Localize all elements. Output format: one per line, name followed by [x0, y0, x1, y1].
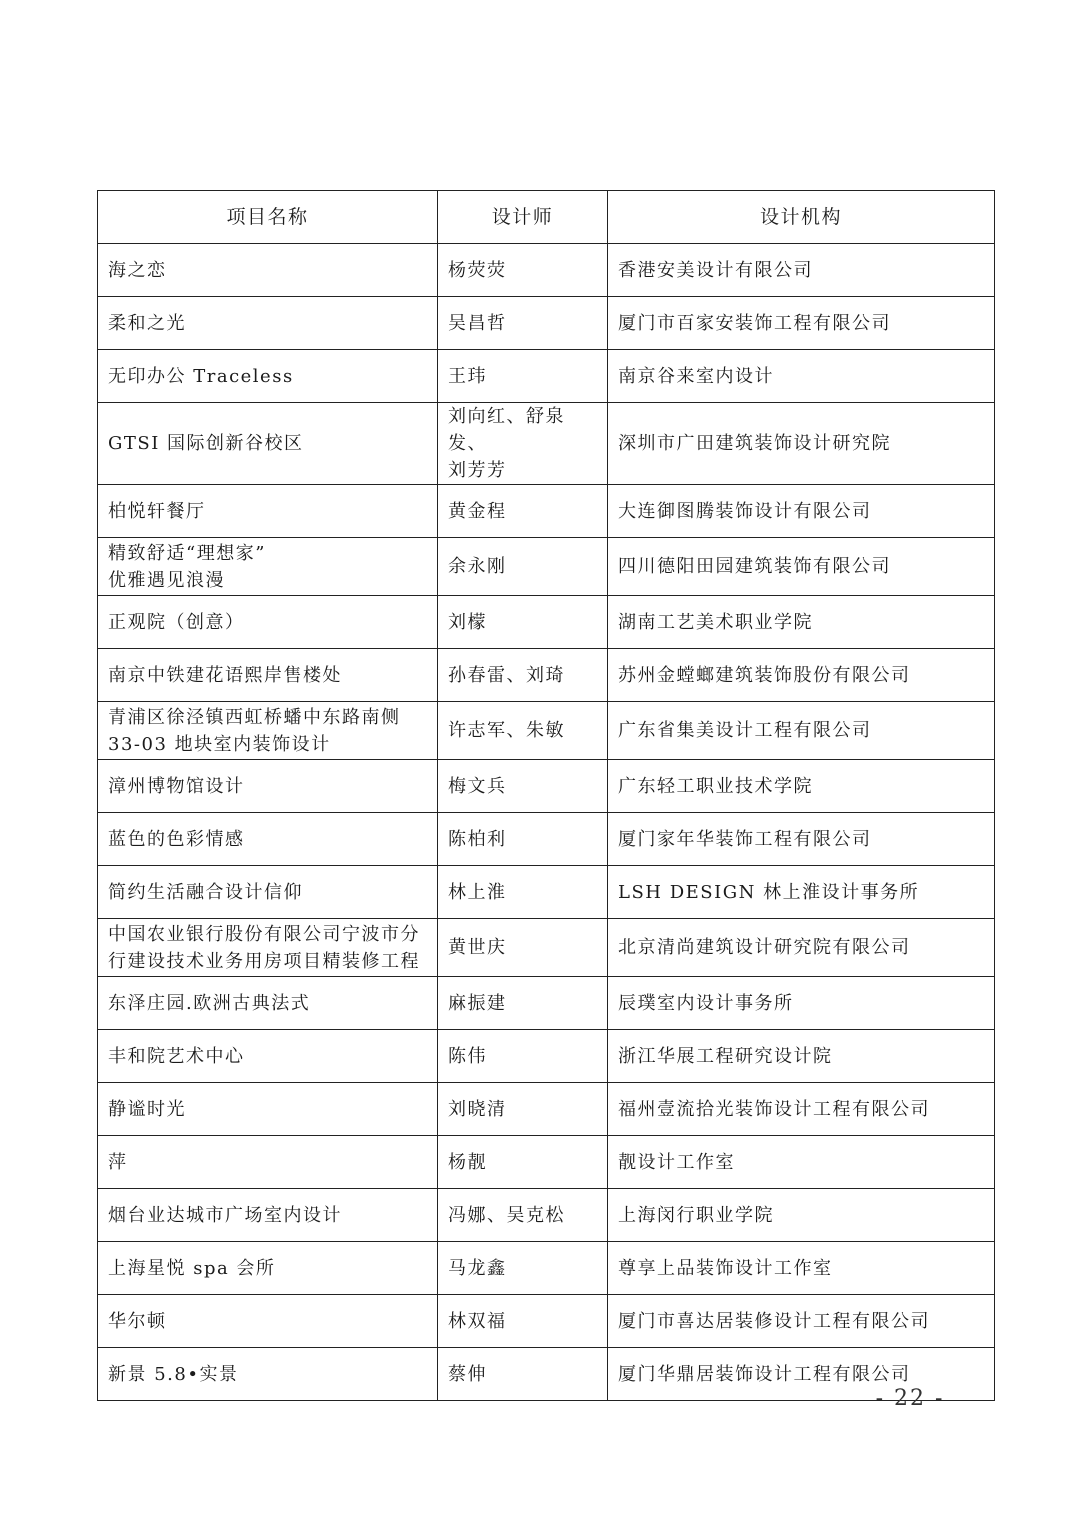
project-name-cell-line: 东泽庄园.欧洲古典法式 [108, 992, 311, 1014]
table-row [98, 760, 995, 813]
designer-cell [438, 1083, 608, 1136]
designer-cell-line: 刘檬 [448, 611, 487, 633]
project-name-cell [98, 866, 438, 919]
project-name-cell-line: 无印办公 Traceless [108, 365, 294, 387]
designer-cell-line: 陈柏利 [448, 828, 507, 850]
project-name-cell-line: 柏悦轩餐厅 [108, 500, 206, 522]
designer-cell [438, 297, 608, 350]
table-row [98, 1242, 995, 1295]
project-name-cell-line: 柔和之光 [108, 312, 186, 334]
table-row [98, 1189, 995, 1242]
project-name-cell [98, 919, 438, 977]
designer-cell [438, 866, 608, 919]
designer-cell [438, 702, 608, 760]
agency-cell: 南京谷来室内设计 [608, 350, 995, 403]
project-name-cell [98, 485, 438, 538]
designer-cell [438, 244, 608, 297]
project-name-cell-line: 漳州博物馆设计 [108, 775, 245, 797]
designer-cell-line: 黄金程 [448, 500, 507, 522]
table-row [98, 866, 995, 919]
project-name-cell-line: 海之恋 [108, 259, 167, 281]
project-name-cell-line: 静谧时光 [108, 1098, 186, 1120]
project-name-cell [98, 1083, 438, 1136]
agency-cell: 厦门市喜达居装修设计工程有限公司 [608, 1295, 995, 1348]
project-name-cell [98, 596, 438, 649]
table-row [98, 649, 995, 702]
project-name-cell-line: 新景 5.8•实景 [108, 1363, 239, 1385]
table-row [98, 1083, 995, 1136]
agency-cell: 尊享上品装饰设计工作室 [608, 1242, 995, 1295]
project-name-cell-line: 烟台业达城市广场室内设计 [108, 1204, 342, 1226]
designer-cell [438, 919, 608, 977]
project-name-cell-line: 正观院（创意） [108, 611, 245, 633]
table-row [98, 1030, 995, 1083]
project-name-cell-line: 华尔顿 [108, 1310, 167, 1332]
project-name-cell-line: 蓝色的色彩情感 [108, 828, 245, 850]
designer-cell [438, 538, 608, 596]
project-name-cell-line: 中国农业银行股份有限公司宁波市分 [108, 923, 420, 945]
table-header-row [98, 191, 995, 244]
agency-cell: 广东省集美设计工程有限公司 [608, 702, 995, 760]
designer-cell-line: 孙春雷、刘琦 [448, 664, 565, 686]
header-agency: 设计机构 [608, 191, 995, 244]
project-name-cell-line: 青浦区徐泾镇西虹桥蟠中东路南侧 [108, 706, 401, 728]
designer-cell-line: 刘芳芳 [448, 460, 507, 481]
designer-cell-line: 刘向红、舒泉发、 [448, 406, 565, 454]
header-project-name: 项目名称 [98, 191, 438, 244]
designer-cell-line: 冯娜、吴克松 [448, 1204, 565, 1226]
project-name-cell [98, 649, 438, 702]
agency-cell: 苏州金螳螂建筑装饰股份有限公司 [608, 649, 995, 702]
agency-cell: LSH DESIGN 林上淮设计事务所 [608, 866, 995, 919]
header-designer: 设计师 [438, 191, 608, 244]
agency-cell: 上海闵行职业学院 [608, 1189, 995, 1242]
designer-cell-line: 麻振建 [448, 992, 507, 1014]
designer-cell [438, 760, 608, 813]
project-name-cell-line: 优雅遇见浪漫 [108, 569, 225, 591]
agency-cell: 广东轻工职业技术学院 [608, 760, 995, 813]
table-row [98, 596, 995, 649]
designer-cell [438, 485, 608, 538]
designer-cell-line: 梅文兵 [448, 775, 507, 797]
designer-cell-line: 余永刚 [448, 556, 507, 577]
designer-cell-line: 林双福 [448, 1310, 507, 1332]
project-name-cell [98, 1295, 438, 1348]
agency-cell: 厦门华鼎居装饰设计工程有限公司 [608, 1348, 995, 1401]
designer-cell-line: 许志军、朱敏 [448, 720, 565, 741]
designer-cell-line: 王玮 [448, 365, 487, 387]
designer-cell [438, 813, 608, 866]
agency-cell: 厦门市百家安装饰工程有限公司 [608, 297, 995, 350]
project-name-cell [98, 760, 438, 813]
project-name-cell-line: GTSI 国际创新谷校区 [108, 433, 304, 454]
designer-cell [438, 1348, 608, 1401]
agency-cell: 大连御图腾装饰设计有限公司 [608, 485, 995, 538]
table-row [98, 1295, 995, 1348]
project-name-cell-line: 丰和院艺术中心 [108, 1045, 245, 1067]
agency-cell: 湖南工艺美术职业学院 [608, 596, 995, 649]
table-row [98, 813, 995, 866]
project-name-cell [98, 1136, 438, 1189]
agency-cell: 辰璞室内设计事务所 [608, 977, 995, 1030]
project-name-cell-line: 33-03 地块室内装饰设计 [108, 733, 331, 755]
designer-cell [438, 1295, 608, 1348]
project-name-cell-line: 精致舒适“理想家” [108, 542, 266, 564]
designer-cell [438, 350, 608, 403]
designer-cell-line: 吴昌哲 [448, 312, 507, 334]
table-row [98, 538, 995, 596]
designer-cell-line: 杨荧荧 [448, 259, 507, 281]
designer-cell [438, 403, 608, 485]
project-name-cell [98, 350, 438, 403]
table-body [98, 244, 995, 1401]
award-list-table [97, 190, 995, 1401]
project-name-cell [98, 813, 438, 866]
project-name-cell-line: 简约生活融合设计信仰 [108, 881, 303, 903]
designer-cell [438, 1242, 608, 1295]
table-row [98, 403, 995, 485]
page-number: - 22 - [875, 1386, 945, 1411]
project-name-cell [98, 1348, 438, 1401]
table-row [98, 485, 995, 538]
agency-cell: 浙江华展工程研究设计院 [608, 1030, 995, 1083]
project-name-cell [98, 297, 438, 350]
designer-cell [438, 649, 608, 702]
agency-cell: 厦门家年华装饰工程有限公司 [608, 813, 995, 866]
project-name-cell [98, 1242, 438, 1295]
agency-cell: 靓设计工作室 [608, 1136, 995, 1189]
table-row [98, 977, 995, 1030]
table-row [98, 919, 995, 977]
project-name-cell-line: 上海星悦 spa 会所 [108, 1257, 276, 1279]
table-row [98, 702, 995, 760]
agency-cell: 深圳市广田建筑装饰设计研究院 [608, 403, 995, 485]
project-name-cell-line: 萍 [108, 1151, 128, 1173]
project-name-cell [98, 1189, 438, 1242]
project-name-cell [98, 403, 438, 485]
designer-cell-line: 杨靓 [448, 1151, 487, 1173]
designer-cell-line: 黄世庆 [448, 937, 507, 958]
designer-cell [438, 1030, 608, 1083]
designer-cell [438, 596, 608, 649]
designer-cell-line: 马龙鑫 [448, 1257, 507, 1279]
table-row [98, 1136, 995, 1189]
agency-cell: 四川德阳田园建筑装饰有限公司 [608, 538, 995, 596]
agency-cell: 北京清尚建筑设计研究院有限公司 [608, 919, 995, 977]
designer-cell [438, 1136, 608, 1189]
project-name-cell-line: 南京中铁建花语熙岸售楼处 [108, 664, 342, 686]
project-name-cell [98, 244, 438, 297]
table-row [98, 350, 995, 403]
table-row [98, 244, 995, 297]
designer-cell [438, 1189, 608, 1242]
designer-cell-line: 刘晓清 [448, 1098, 507, 1120]
agency-cell: 香港安美设计有限公司 [608, 244, 995, 297]
designer-cell [438, 977, 608, 1030]
designer-cell-line: 蔡伸 [448, 1363, 487, 1385]
agency-cell: 福州壹流拾光装饰设计工程有限公司 [608, 1083, 995, 1136]
project-name-cell [98, 538, 438, 596]
project-name-cell [98, 977, 438, 1030]
project-name-cell-line: 行建设技术业务用房项目精装修工程 [108, 950, 420, 972]
designer-cell-line: 林上淮 [448, 881, 507, 903]
project-name-cell [98, 1030, 438, 1083]
table-row [98, 297, 995, 350]
project-name-cell [98, 702, 438, 760]
designer-cell-line: 陈伟 [448, 1045, 487, 1067]
